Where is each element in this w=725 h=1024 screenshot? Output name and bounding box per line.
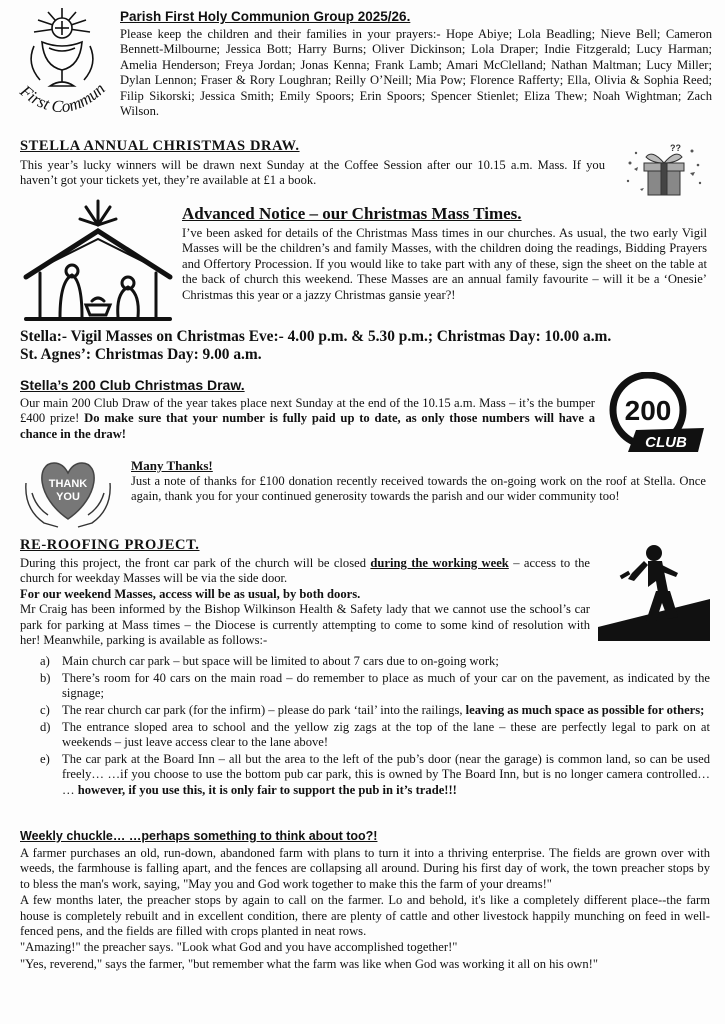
parking-options-list: [20, 654, 710, 800]
parking-option: [20, 752, 710, 798]
heart-text-line2: YOU: [56, 491, 80, 503]
reroofing-p2: For our weekend Masses, access will be as usual, by both doors.: [20, 586, 361, 601]
gift-icon: [622, 143, 706, 199]
stella-mass-times: Stella:- Vigil Masses on Christmas Eve:- 4.00 p.m. & 5.30 p.m.; Christmas Day: 10.00 a.m.: [20, 328, 612, 345]
club-logo-word: CLUB: [645, 434, 687, 451]
reroofing-body: [20, 556, 590, 648]
st-agnes-mass-times: St. Agnes’: Christmas Day: 9.00 a.m.: [20, 346, 262, 363]
list-marker: c): [40, 703, 50, 717]
club-draw-body-plain: Our main 200 Club Draw of the year takes place next Sunday at the end of the 10.15 a.m. Mass – it’s the bumper £400 prize!: [20, 396, 595, 426]
parking-option-text: The rear church car park (for the infirm) – please do park ‘tail’ into the railings,: [62, 703, 466, 717]
communion-body: Please keep the children and their families in your prayers:- Hope Abiye; Lola Beadling; Nieve Bell; Cameron Bennett-Milbourne; Jessica Bott; Harry Burns; Oliver Dickinson; Lola Draper; Indie Fitzgerald; Lucy Harman; Amelia Henderson; Freya Jordan; Jonas Kenna; Frank Lamb; Amari McClelland; Nathan Maltman; Lucy Miller; Dylan Lennon; Fraser & Rory Loughran; Reilly O’Neill; Mia Pow; Florence Rafferty; Ella, Olivia & Sophia Reed; Filip Sikorski; Jessica Smith; Emily Spoors; Erin Spoors; Spencer Stienlet; Eliza Thew; Noah Wightman; Zach Wilson.: [120, 27, 712, 119]
reroofing-p1-emphasis: during the working week: [370, 556, 509, 570]
club-logo-number: 200: [624, 395, 672, 426]
club-draw-body: [20, 396, 595, 442]
gift-question-marks: ??: [670, 143, 681, 153]
chuckle-body: [20, 846, 710, 973]
parking-option-text: The entrance sloped area to school and the yellow zig zags at the top of the lane – these are perfectly legal to park on at weekends – just leave access clear to the lane above!: [62, 719, 710, 750]
parking-option-text: Main church car park – but space will be limited to about 7 cars due to on-going work;: [62, 654, 499, 668]
parking-option: [20, 654, 710, 669]
200-club-logo: [596, 372, 706, 454]
notice-body: I’ve been asked for details of the Christmas Mass times in our churches. As usual, the two early Vigil Masses will be the children’s and family Masses, with the children doing the readings, Bidding Prayers and Offertory Procession. If you would like to take part with any of these, sign the sheet on the table at the back of church this weekend. These Masses are an annual family favourite – will it be a ‘Onesie’ Christmas this year or a jazzy Christmas gansie year?!: [182, 226, 707, 302]
reroofing-para-1: [20, 556, 590, 587]
list-marker: a): [40, 654, 50, 668]
communion-title: Parish First Holy Communion Group 2025/26.: [120, 9, 411, 24]
parking-option-emphasis: however, if you use this, it is only fair to support the pub in it’s trade!!!: [77, 782, 457, 797]
reroofing-para-2: [20, 587, 590, 602]
reroofing-heading: RE-ROOFING PROJECT.: [20, 537, 200, 553]
reroofing-para-3: Mr Craig has been informed by the Bishop Wilkinson Health & Safety lady that we cannot use the school’s car park for parking at Mass times – the Diocese is currently attempting to come to some kind of resolution with her! Meanwhile, parking is available as follows:-: [20, 602, 590, 648]
chuckle-paragraph: A farmer purchases an old, run-down, abandoned farm with plans to turn it into a thriving enterprise. The fields are grown over with weeds, the farmhouse is falling apart, and the fences are collapsing all around. During his first day of work, the town preacher stops by to bless the man's work, saying, "May you and God work together to make this the farm of your dreams!": [20, 846, 710, 891]
parking-option: [20, 720, 710, 751]
reroofing-p1-a: During this project, the front car park of the church will be closed: [20, 556, 371, 570]
thanks-title: Many Thanks!: [131, 458, 213, 473]
chuckle-heading: Weekly chuckle… …perhaps something to think about too?!: [20, 829, 378, 843]
stella-draw-heading: STELLA ANNUAL CHRISTMAS DRAW.: [20, 138, 300, 154]
chuckle-paragraph: "Amazing!" the preacher says. "Look what God and you have accomplished together!": [20, 940, 458, 955]
chuckle-paragraph: "Yes, reverend," says the farmer, "but remember what the farm was like when God was working it all on his own!": [20, 956, 599, 971]
nativity-icon: [20, 197, 176, 325]
chuckle-paragraph: A few months later, the preacher stops by again to call on the farmer. Lo and behold, it's like a completely different place--the farm house is completely rebuilt and in excellent condition, there are plenty of cattle and other livestock happily munching on feed in well-fenced pens, and the fields are filled with crops planted in neat rows.: [20, 893, 710, 939]
club-draw-heading: Stella’s 200 Club Christmas Draw.: [20, 377, 245, 393]
list-marker: b): [40, 670, 51, 685]
thanks-body: Just a note of thanks for £100 donation recently received towards the on-going work on the roof at Stella. Once again, thank you for your continued generosity towards the parish and our wider community too!: [131, 474, 706, 504]
heart-text-line1: THANK: [48, 478, 88, 490]
first-communion-logo: [12, 6, 110, 128]
stella-draw-body: This year’s lucky winners will be drawn next Sunday at the Coffee Session after our 10.15 a.m. Mass. If you haven’t got your tickets yet, they’re available at £1 a book.: [20, 158, 605, 188]
thank-you-heart-icon: [22, 453, 114, 529]
list-marker: e): [40, 752, 50, 766]
notice-title: Advanced Notice – our Christmas Mass Times.: [182, 204, 522, 223]
parking-option-emphasis: leaving as much space as possible for others;: [465, 703, 705, 717]
roofer-icon: [598, 543, 710, 641]
parking-option-text: There’s room for 40 cars on the main road – do remember to place as much of your car on the pavement, as indicated by the signage;: [62, 670, 710, 701]
list-marker: d): [40, 719, 51, 734]
parking-option: [20, 671, 710, 702]
parking-option: [20, 703, 710, 718]
svg-text:First Communion: First Commun: [16, 82, 109, 117]
club-draw-body-bold: Do make sure that your number is fully paid up to date, as only those numbers will have a chance in the draw!: [20, 411, 596, 441]
parking-option-text: The car park at the Board Inn – all but the area to the left of the pub’s door (near the garage) is common land, so can be used freely… …if you choose to use the bottom pub car park, this is owned by The Board Inn, but is no longer camera controlled… …: [62, 752, 710, 797]
reroofing-p1-c: – access to the church for weekday Masses will be via the side door.: [20, 556, 590, 586]
